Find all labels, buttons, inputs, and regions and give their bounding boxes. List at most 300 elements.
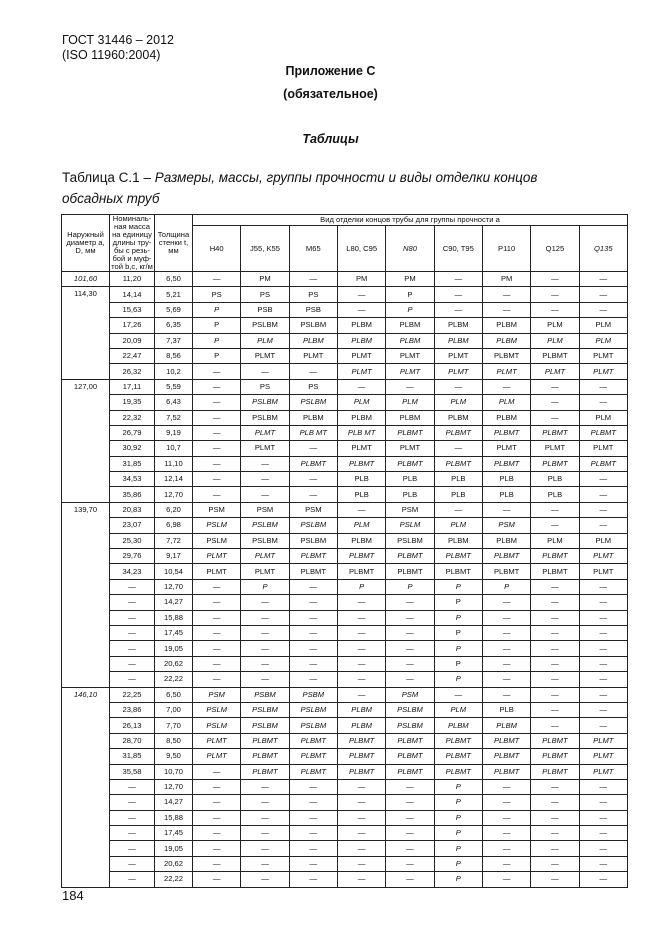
finish-cell: PSLM	[193, 718, 241, 733]
table-row	[62, 441, 628, 456]
finish-cell: PSLBM	[289, 518, 337, 533]
finish-cell: PLMT	[289, 348, 337, 363]
finish-cell: —	[289, 610, 337, 625]
wall-cell: 5,21	[155, 287, 193, 302]
mass-cell: 11,20	[110, 272, 155, 287]
finish-cell: PLB	[531, 472, 579, 487]
finish-cell: PLBMT	[289, 764, 337, 779]
header-diameter: Наружный диаметр а, D, мм	[62, 215, 110, 272]
finish-cell: —	[386, 856, 434, 871]
finish-cell: —	[579, 795, 627, 810]
finish-cell: PLMT	[579, 733, 627, 748]
wall-cell: 6,50	[155, 687, 193, 702]
finish-cell: —	[482, 641, 530, 656]
diameter-cell: 114,30	[62, 287, 110, 379]
mass-cell: —	[110, 579, 155, 594]
finish-cell: PLMT	[434, 364, 482, 379]
finish-cell: PSM	[482, 518, 530, 533]
wall-cell: 10,7	[155, 441, 193, 456]
mass-cell: 26,13	[110, 718, 155, 733]
mass-cell: 26,79	[110, 425, 155, 440]
wall-cell: 5,59	[155, 379, 193, 394]
mass-cell: 17,11	[110, 379, 155, 394]
wall-cell: 15,88	[155, 610, 193, 625]
finish-cell: —	[434, 379, 482, 394]
mass-cell: 17,26	[110, 318, 155, 333]
finish-cell: PLBM	[386, 410, 434, 425]
wall-cell: 14,27	[155, 795, 193, 810]
diameter-cell: 101,60	[62, 272, 110, 287]
finish-cell: PLBMT	[482, 456, 530, 471]
mass-cell: 22,47	[110, 348, 155, 363]
appendix-status: (обязательное)	[283, 87, 378, 101]
finish-cell: —	[531, 672, 579, 687]
finish-cell: —	[337, 795, 385, 810]
finish-cell: PSLM	[193, 533, 241, 548]
finish-cell: PLBMT	[434, 456, 482, 471]
finish-cell: —	[337, 779, 385, 794]
finish-cell: —	[386, 656, 434, 671]
finish-cell: PSM	[386, 502, 434, 517]
finish-cell: —	[386, 625, 434, 640]
finish-cell: P	[193, 302, 241, 317]
finish-cell: —	[579, 395, 627, 410]
finish-cell: PLBMT	[289, 456, 337, 471]
table-row	[62, 764, 628, 779]
finish-cell: —	[337, 287, 385, 302]
finish-cell: PLBMT	[337, 733, 385, 748]
finish-cell: —	[531, 779, 579, 794]
finish-cell: PLBMT	[337, 749, 385, 764]
finish-cell: —	[241, 810, 289, 825]
finish-cell: PLMT	[241, 549, 289, 564]
finish-cell: PLBMT	[434, 549, 482, 564]
finish-cell: PS	[289, 379, 337, 394]
wall-cell: 12,14	[155, 472, 193, 487]
finish-cell: —	[531, 795, 579, 810]
finish-cell: PLMT	[337, 441, 385, 456]
finish-cell: PLBMT	[289, 564, 337, 579]
wall-cell: 22,22	[155, 672, 193, 687]
table-row	[62, 672, 628, 687]
finish-cell: PLBM	[434, 318, 482, 333]
finish-cell: PLBMT	[531, 549, 579, 564]
finish-cell: —	[482, 841, 530, 856]
finish-cell: P	[434, 656, 482, 671]
finish-cell: PLB	[482, 702, 530, 717]
finish-cell: —	[579, 656, 627, 671]
finish-cell: —	[386, 826, 434, 841]
finish-cell: —	[337, 672, 385, 687]
grade-header: Q125	[531, 226, 579, 272]
finish-cell: —	[531, 687, 579, 702]
finish-cell: PLBMT	[434, 425, 482, 440]
finish-cell: PLM	[434, 702, 482, 717]
finish-cell: —	[579, 610, 627, 625]
wall-cell: 11,10	[155, 456, 193, 471]
finish-cell: PLB MT	[289, 425, 337, 440]
mass-cell: —	[110, 610, 155, 625]
finish-cell: —	[193, 625, 241, 640]
finish-cell: PLBM	[434, 410, 482, 425]
finish-cell: PLM	[386, 395, 434, 410]
finish-cell: PSBM	[241, 687, 289, 702]
finish-cell: —	[579, 518, 627, 533]
table-row	[62, 333, 628, 348]
finish-cell: PLB	[482, 472, 530, 487]
page-number: 184	[62, 888, 84, 903]
finish-cell: PLBMT	[434, 764, 482, 779]
mass-cell: 31,85	[110, 456, 155, 471]
finish-cell: —	[193, 410, 241, 425]
finish-cell: —	[482, 625, 530, 640]
finish-cell: —	[337, 641, 385, 656]
mass-cell: 15,63	[110, 302, 155, 317]
table-row	[62, 610, 628, 625]
section-title: Таблицы	[302, 132, 359, 146]
finish-cell: —	[386, 595, 434, 610]
table-row	[62, 487, 628, 502]
grade-header: L80, C95	[337, 226, 385, 272]
finish-cell: P	[434, 641, 482, 656]
diameter-cell: 146,10	[62, 687, 110, 887]
finish-cell: PLMT	[193, 564, 241, 579]
finish-cell: —	[579, 487, 627, 502]
finish-cell: —	[531, 518, 579, 533]
finish-cell: —	[531, 826, 579, 841]
finish-cell: —	[337, 656, 385, 671]
finish-cell: PLMT	[531, 441, 579, 456]
finish-cell: PLBMT	[337, 564, 385, 579]
finish-cell: P	[434, 826, 482, 841]
finish-cell: P	[434, 810, 482, 825]
finish-cell: PM	[482, 272, 530, 287]
finish-cell: P	[434, 610, 482, 625]
finish-cell: —	[193, 272, 241, 287]
finish-cell: —	[386, 841, 434, 856]
table-row	[62, 549, 628, 564]
finish-cell: PLM	[531, 318, 579, 333]
wall-cell: 22,22	[155, 872, 193, 887]
mass-cell: —	[110, 856, 155, 871]
finish-cell: P	[434, 672, 482, 687]
finish-cell: —	[289, 795, 337, 810]
table-row	[62, 595, 628, 610]
mass-cell: 19,35	[110, 395, 155, 410]
finish-cell: —	[579, 779, 627, 794]
mass-cell: 29,76	[110, 549, 155, 564]
finish-cell: —	[531, 410, 579, 425]
finish-cell: PLBM	[434, 333, 482, 348]
finish-cell: PLBMT	[482, 749, 530, 764]
grade-header: Q135	[579, 226, 627, 272]
finish-cell: —	[579, 302, 627, 317]
mass-cell: 22,25	[110, 687, 155, 702]
finish-cell: PLBM	[386, 333, 434, 348]
finish-cell: —	[482, 595, 530, 610]
wall-cell: 8,50	[155, 733, 193, 748]
table-row	[62, 564, 628, 579]
finish-cell: —	[241, 472, 289, 487]
table-row	[62, 348, 628, 363]
finish-cell: P	[434, 841, 482, 856]
table-row	[62, 379, 628, 394]
finish-cell: PSLBM	[289, 395, 337, 410]
finish-cell: PLMT	[579, 764, 627, 779]
finish-cell: —	[193, 856, 241, 871]
finish-cell: PLMT	[434, 348, 482, 363]
finish-cell: PLBM	[434, 718, 482, 733]
table-row	[62, 687, 628, 702]
finish-cell: PSB	[241, 302, 289, 317]
finish-cell: PSLBM	[289, 718, 337, 733]
finish-cell: —	[579, 872, 627, 887]
table-row	[62, 641, 628, 656]
finish-cell: —	[579, 810, 627, 825]
finish-cell: —	[579, 826, 627, 841]
finish-cell: PLBMT	[386, 733, 434, 748]
finish-cell: —	[289, 595, 337, 610]
appendix-title: Приложение С	[285, 64, 376, 78]
finish-cell: —	[531, 610, 579, 625]
diameter-cell: 139,70	[62, 502, 110, 687]
finish-cell: PSM	[193, 687, 241, 702]
finish-cell: —	[531, 656, 579, 671]
table-row	[62, 395, 628, 410]
finish-cell: —	[193, 656, 241, 671]
header-finish-group: Вид отделки концов трубы для группы прочности а	[193, 215, 628, 226]
mass-cell: 34,23	[110, 564, 155, 579]
finish-cell: PLM	[337, 518, 385, 533]
finish-cell: —	[193, 779, 241, 794]
finish-cell: PSLM	[386, 518, 434, 533]
table-row	[62, 826, 628, 841]
table-row	[62, 518, 628, 533]
finish-cell: PLBMT	[531, 564, 579, 579]
mass-cell: —	[110, 656, 155, 671]
table-row	[62, 856, 628, 871]
finish-cell: PLMT	[337, 364, 385, 379]
finish-cell: PSLBM	[289, 533, 337, 548]
finish-cell: —	[531, 287, 579, 302]
mass-cell: —	[110, 841, 155, 856]
finish-cell: PLBMT	[531, 733, 579, 748]
mass-cell: 26,32	[110, 364, 155, 379]
finish-cell: —	[386, 795, 434, 810]
finish-cell: PLMT	[241, 441, 289, 456]
table-row	[62, 656, 628, 671]
finish-cell: —	[531, 718, 579, 733]
finish-cell: PLBM	[482, 333, 530, 348]
mass-cell: —	[110, 810, 155, 825]
finish-cell: —	[337, 379, 385, 394]
finish-cell: P	[434, 625, 482, 640]
wall-cell: 17,45	[155, 826, 193, 841]
mass-cell: 23,07	[110, 518, 155, 533]
finish-cell: P	[434, 595, 482, 610]
finish-cell: P	[386, 302, 434, 317]
finish-cell: —	[531, 625, 579, 640]
wall-cell: 12,70	[155, 487, 193, 502]
finish-cell: —	[289, 779, 337, 794]
finish-cell: —	[337, 810, 385, 825]
finish-cell: —	[337, 841, 385, 856]
finish-cell: PLBMT	[386, 425, 434, 440]
mass-cell: —	[110, 595, 155, 610]
header-mass: Номиналь-ная масса на единицу длины тру-бы с резь-бой и муф-той b,c, кг/м	[111, 214, 153, 271]
wall-cell: 12,70	[155, 579, 193, 594]
finish-cell: PLMT	[241, 425, 289, 440]
finish-cell: PLBMT	[482, 733, 530, 748]
finish-cell: PLMT	[386, 364, 434, 379]
finish-cell: —	[193, 641, 241, 656]
finish-cell: PSLBM	[241, 318, 289, 333]
finish-cell: —	[193, 795, 241, 810]
finish-cell: —	[482, 872, 530, 887]
finish-cell: PM	[241, 272, 289, 287]
finish-cell: PLMT	[482, 364, 530, 379]
finish-cell: PLB	[434, 472, 482, 487]
wall-cell: 20,62	[155, 656, 193, 671]
finish-cell: —	[241, 456, 289, 471]
finish-cell: PLB	[386, 487, 434, 502]
table-caption	[62, 170, 537, 186]
finish-cell: P	[193, 333, 241, 348]
table-row	[62, 410, 628, 425]
finish-cell: PLM	[434, 518, 482, 533]
finish-cell: PLMT	[579, 564, 627, 579]
finish-cell: —	[531, 302, 579, 317]
finish-cell: PLBM	[337, 718, 385, 733]
finish-cell: —	[289, 672, 337, 687]
wall-cell: 5,69	[155, 302, 193, 317]
casing-table	[61, 214, 628, 888]
wall-cell: 7,00	[155, 702, 193, 717]
finish-cell: PSLBM	[386, 702, 434, 717]
finish-cell: —	[579, 841, 627, 856]
grade-header: N80	[386, 226, 434, 272]
wall-cell: 10,54	[155, 564, 193, 579]
finish-cell: —	[193, 872, 241, 887]
finish-cell: —	[579, 718, 627, 733]
finish-cell: PLM	[579, 333, 627, 348]
finish-cell: —	[386, 379, 434, 394]
wall-cell: 19,05	[155, 641, 193, 656]
finish-cell: PS	[289, 287, 337, 302]
mass-cell: 25,30	[110, 533, 155, 548]
finish-cell: PS	[241, 287, 289, 302]
table-row	[62, 456, 628, 471]
finish-cell: PS	[193, 287, 241, 302]
table-row	[62, 533, 628, 548]
finish-cell: PSM	[289, 502, 337, 517]
finish-cell: P	[337, 579, 385, 594]
finish-cell: PLM	[531, 333, 579, 348]
wall-cell: 6,43	[155, 395, 193, 410]
finish-cell: —	[241, 487, 289, 502]
finish-cell: PLBMT	[434, 749, 482, 764]
finish-cell: PM	[386, 272, 434, 287]
finish-cell: P	[386, 579, 434, 594]
table-row	[62, 472, 628, 487]
iso-reference: (ISO 11960:2004)	[62, 48, 161, 62]
finish-cell: —	[531, 395, 579, 410]
finish-cell: PSLBM	[289, 318, 337, 333]
finish-cell: PLBMT	[531, 456, 579, 471]
finish-cell: —	[289, 656, 337, 671]
finish-cell: —	[531, 379, 579, 394]
finish-cell: PLMT	[337, 348, 385, 363]
table-row	[62, 810, 628, 825]
finish-cell: —	[482, 656, 530, 671]
finish-cell: PLBMT	[386, 764, 434, 779]
wall-cell: 7,70	[155, 718, 193, 733]
finish-cell: PLBM	[482, 533, 530, 548]
table-row	[62, 718, 628, 733]
finish-cell: PSLBM	[241, 702, 289, 717]
finish-cell: PSBM	[289, 687, 337, 702]
finish-cell: PLMT	[482, 441, 530, 456]
finish-cell: —	[193, 579, 241, 594]
mass-cell: 23,86	[110, 702, 155, 717]
wall-cell: 20,62	[155, 856, 193, 871]
finish-cell: —	[289, 272, 337, 287]
finish-cell: PLB	[434, 487, 482, 502]
wall-cell: 7,52	[155, 410, 193, 425]
finish-cell: PLM	[482, 395, 530, 410]
finish-cell: —	[531, 502, 579, 517]
finish-cell: —	[386, 641, 434, 656]
finish-cell: —	[289, 872, 337, 887]
finish-cell: PLBMT	[289, 749, 337, 764]
table-row	[62, 579, 628, 594]
finish-cell: —	[241, 656, 289, 671]
finish-cell: —	[193, 764, 241, 779]
finish-cell: PLBMT	[482, 564, 530, 579]
finish-cell: PLB	[386, 472, 434, 487]
finish-cell: —	[193, 826, 241, 841]
finish-cell: —	[337, 625, 385, 640]
finish-cell: —	[531, 856, 579, 871]
finish-cell: —	[337, 687, 385, 702]
finish-cell: —	[531, 810, 579, 825]
finish-cell: PLMT	[193, 549, 241, 564]
finish-cell: PLBMT	[531, 425, 579, 440]
mass-cell: 34,53	[110, 472, 155, 487]
mass-cell: 30,92	[110, 441, 155, 456]
wall-cell: 17,45	[155, 625, 193, 640]
finish-cell: PLBMT	[579, 425, 627, 440]
finish-cell: —	[482, 379, 530, 394]
finish-cell: PLBM	[289, 410, 337, 425]
finish-cell: —	[337, 595, 385, 610]
finish-cell: —	[193, 456, 241, 471]
finish-cell: P	[193, 348, 241, 363]
table-row	[62, 287, 628, 302]
finish-cell: PLBMT	[386, 564, 434, 579]
finish-cell: —	[241, 779, 289, 794]
finish-cell: —	[289, 579, 337, 594]
finish-cell: —	[579, 595, 627, 610]
finish-cell: —	[531, 841, 579, 856]
finish-cell: —	[241, 595, 289, 610]
wall-cell: 6,35	[155, 318, 193, 333]
finish-cell: —	[241, 641, 289, 656]
finish-cell: PSLBM	[386, 718, 434, 733]
finish-cell: —	[579, 287, 627, 302]
finish-cell: PSLBM	[241, 395, 289, 410]
finish-cell: —	[531, 272, 579, 287]
